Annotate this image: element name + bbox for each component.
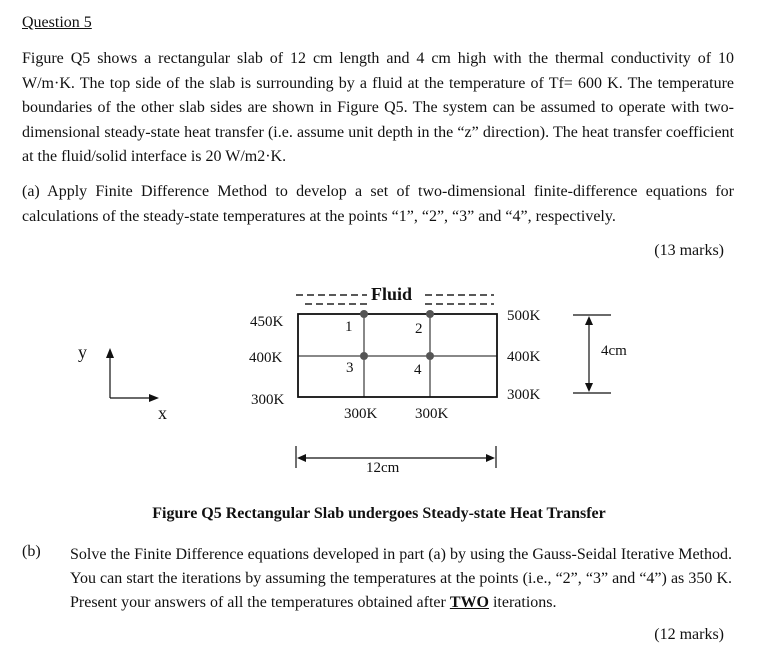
axis-x-label: x [158, 403, 167, 423]
part-a-marks: (13 marks) [654, 242, 724, 259]
node-2-label: 2 [415, 321, 423, 337]
part-b-marks: (12 marks) [654, 626, 724, 643]
intro-paragraph: Figure Q5 shows a rectangular slab of 12 cm length and 4 cm high with the thermal conductivity of 10 W/m·K. The top side of the slab is surrounding by a fluid at the temperature of Tf= 600 K. The temperature boundaries of the other slab sides are shown in Figure Q5. The system can be assumed to operate with two-dimensional steady-state heat transfer (i.e. assume unit depth in the “z” direction). The heat transfer coefficient at the fluid/solid interface is 20 W/m2·K. [22, 50, 734, 165]
left-temp-bottom: 300K [251, 392, 285, 408]
node-2 [426, 310, 434, 318]
part-b-text [70, 543, 732, 615]
right-temp-middle: 400K [507, 349, 541, 365]
part-b-emphasis: TWO [449, 594, 489, 611]
left-temp-middle: 400K [249, 350, 283, 366]
axis-y-label: y [78, 342, 87, 362]
right-temp-bottom: 300K [507, 387, 541, 403]
coordinate-axes [106, 348, 159, 402]
fluid-label: Fluid [371, 284, 413, 304]
left-temp-top: 450K [250, 314, 284, 330]
part-b-text-before: Solve the Finite Difference equations developed in part (a) by using the Gauss-Seidal Iterative Method. You can start the iterations by assuming the temperatures at the points (i.e., “2”, “3” and “4”) as 350 K. Present your answers of all the temperatures obtained after [70, 546, 732, 611]
length-label: 12cm [366, 460, 400, 476]
node-4 [426, 352, 434, 360]
bottom-temp-1: 300K [344, 406, 378, 422]
figure-caption: Figure Q5 Rectangular Slab undergoes Steady-state Heat Transfer [152, 505, 606, 522]
part-a-text: (a) Apply Finite Difference Method to develop a set of two-dimensional finite-difference equations for calculations of the steady-state temperatures at the points “1”, “2”, “3” and “4”, respectively. [22, 183, 734, 225]
node-3-label: 3 [346, 360, 354, 376]
bottom-temp-2: 300K [415, 406, 449, 422]
height-label: 4cm [601, 343, 627, 359]
node-4-label: 4 [414, 362, 422, 378]
node-1-label: 1 [345, 319, 353, 335]
node-3 [360, 352, 368, 360]
part-b-text-after: iterations. [488, 594, 557, 611]
question-heading: Question 5 [22, 14, 92, 31]
right-temp-top: 500K [507, 308, 541, 324]
node-1 [360, 310, 368, 318]
part-b-label: (b) [22, 543, 41, 560]
